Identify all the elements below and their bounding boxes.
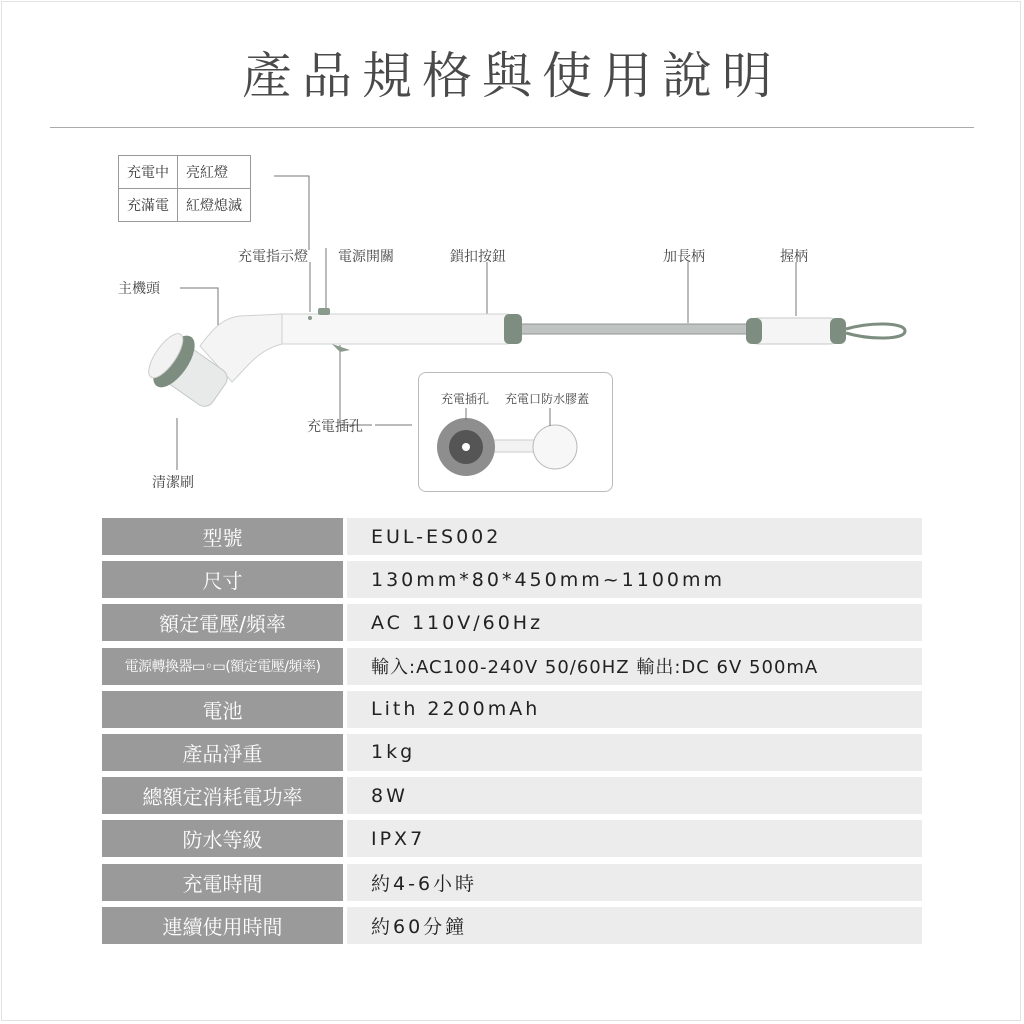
leader-charge-port bbox=[340, 345, 372, 425]
spec-row-power bbox=[102, 777, 922, 814]
status-state: 充電中 bbox=[119, 156, 178, 189]
spec-key: 尺寸 bbox=[102, 561, 343, 598]
spec-row-dimensions bbox=[102, 561, 922, 598]
grip-cap-right bbox=[830, 318, 846, 344]
spec-value: IPX7 bbox=[347, 820, 922, 857]
power-switch-shape bbox=[318, 308, 330, 315]
spec-key: 總額定消耗電功率 bbox=[102, 777, 343, 814]
spec-value: EUL-ES002 bbox=[347, 518, 922, 555]
indicator-light-shape bbox=[308, 316, 312, 320]
spec-row-adapter bbox=[102, 648, 922, 685]
spec-key: 電源轉換器▭◦▭(額定電壓/頻率) bbox=[102, 648, 343, 685]
spec-row-charge-time bbox=[102, 864, 922, 901]
spec-value: Lith 2200mAh bbox=[347, 691, 922, 728]
spec-key: 連續使用時間 bbox=[102, 907, 343, 944]
leader-status-table bbox=[274, 176, 309, 250]
spec-value: 8W bbox=[347, 777, 922, 814]
spec-value: 約4-6小時 bbox=[347, 864, 922, 901]
spec-row-voltage bbox=[102, 604, 922, 641]
spec-key: 充電時間 bbox=[102, 864, 343, 901]
label-extension-pole: 加長柄 bbox=[663, 249, 705, 265]
status-light: 亮紅燈 bbox=[178, 156, 251, 189]
spec-value: 130mm*80*450mm~1100mm bbox=[347, 561, 922, 598]
inset-label-charge-port: 充電插孔 bbox=[441, 392, 490, 406]
status-state: 充滿電 bbox=[119, 189, 178, 222]
label-lock-button: 鎖扣按鈕 bbox=[450, 249, 506, 265]
leader-main-head bbox=[180, 288, 218, 330]
lock-ring-shape bbox=[504, 314, 522, 344]
extension-pole-shape bbox=[518, 324, 750, 334]
spec-value: 輸入:AC100-240V 50/60HZ 輸出:DC 6V 500mA bbox=[347, 648, 922, 685]
label-charge-indicator: 充電指示燈 bbox=[238, 249, 308, 265]
label-power-switch: 電源開關 bbox=[338, 249, 394, 265]
spec-value: 約60分鐘 bbox=[347, 907, 922, 944]
status-light: 紅燈熄滅 bbox=[178, 189, 251, 222]
label-main-head: 主機頭 bbox=[118, 281, 160, 297]
page-title: 產品規格與使用說明 bbox=[242, 47, 782, 105]
spec-row-battery bbox=[102, 691, 922, 728]
spec-key: 型號 bbox=[102, 518, 343, 555]
spec-row-waterproof bbox=[102, 820, 922, 857]
label-grip: 握柄 bbox=[780, 249, 808, 265]
grip-cap-left bbox=[746, 318, 762, 344]
hanging-loop bbox=[846, 324, 905, 338]
inset-label-waterproof-cap: 充電口防水膠蓋 bbox=[505, 392, 590, 406]
main-body-shape bbox=[270, 314, 516, 344]
spec-value: AC 110V/60Hz bbox=[347, 604, 922, 641]
spec-row-usage-time bbox=[102, 907, 922, 944]
spec-value: 1kg bbox=[347, 734, 922, 771]
spec-key: 防水等級 bbox=[102, 820, 343, 857]
label-charge-port: 充電插孔 bbox=[307, 419, 363, 435]
spec-table bbox=[102, 518, 922, 950]
label-cleaning-brush: 清潔刷 bbox=[152, 475, 194, 491]
port-cap-shape bbox=[332, 344, 350, 352]
spec-key: 產品淨重 bbox=[102, 734, 343, 771]
spec-key: 額定電壓/頻率 bbox=[102, 604, 343, 641]
spec-row-weight bbox=[102, 734, 922, 771]
spec-key: 電池 bbox=[102, 691, 343, 728]
spec-row-model bbox=[102, 518, 922, 555]
